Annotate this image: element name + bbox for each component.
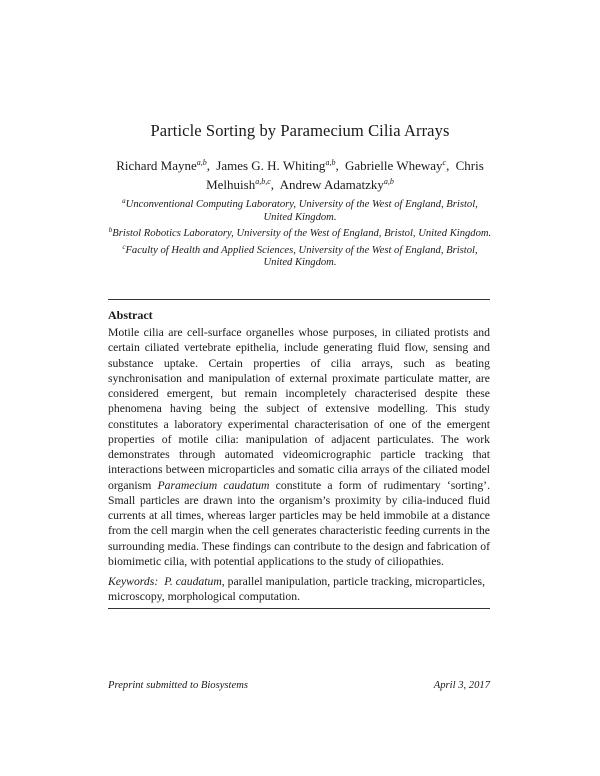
affiliation-key: b <box>108 226 113 235</box>
keywords <box>108 574 490 605</box>
author-name: Andrew Adamatzky <box>279 177 384 192</box>
affiliation-key: a <box>122 197 126 205</box>
abstract-bottom-rule <box>108 608 490 609</box>
abstract-paragraph <box>108 325 490 569</box>
author-name: James G. H. Whiting <box>216 158 326 173</box>
affiliation <box>108 224 492 241</box>
paper-title: Particle Sorting by Paramecium Cilia Arrays <box>150 121 450 140</box>
affiliation-list <box>108 195 492 270</box>
keyword-italic: P. caudatum <box>164 575 222 588</box>
abstract-heading: Abstract <box>108 308 153 322</box>
affiliation-key: c <box>122 242 126 251</box>
abstract-text: Motile cilia are cell-surface organelles whose purposes, in ciliated protists and certain ciliated vertebrate epithelia, include generating fluid flow, sensing and substance uptake. Certain properties of cilia arrays, such as beating synchronisation and manipulation of external proximate particulate matter, are considered emergent, but remain incompletely characterised despite these phenomena having being the subject of extensive modelling. This study constitutes a laboratory experimental characterisation of one of the emergent properties of motile cilia: manipulation of adjacent particulates. The work demonstrates through automated videomicrographic particle tracking that interactions between microparticles and somatic cilia arrays of the ciliated model organism <box>108 326 490 492</box>
author-affiliation-marker: a,b <box>196 158 207 167</box>
affiliation-text: Unconventional Computing Laboratory, University of the West of England, Bristol, United Kingdom. <box>125 199 478 223</box>
author-affiliation-marker: a,b,c <box>255 177 271 186</box>
author-name: Chris Melhuish <box>206 158 484 192</box>
preprint-note: Preprint submitted to Biosystems <box>108 680 248 691</box>
affiliation <box>108 241 492 270</box>
author-list: Richard Mayne$^{a,b}$, James G. H. Whiting$^{a,b}$, Gabrielle Wheway$^c$, Chris Melhuish$^{a,b,c}$, Andrew Adamatzky$^{a,b}$ <box>116 158 484 192</box>
affiliation-text: Bristol Robotics Laboratory, University of the West of England, Bristol, United Kingdom. <box>112 228 492 240</box>
author-affiliation-marker: c <box>442 158 447 167</box>
affiliation-text: Faculty of Health and Applied Sciences, University of the West of England, Bristol, United Kingdom. <box>125 244 478 269</box>
abstract-body <box>108 325 490 569</box>
species-name: Paramecium caudatum <box>157 478 270 492</box>
author-affiliation-marker: a,b <box>325 158 336 167</box>
keywords-list: , parallel manipulation, particle tracking, microparticles, microscopy, morphological computation. <box>108 575 485 604</box>
abstract-text: constitute a form of rudimentary ‘sorting’. Small particles are drawn into the organism’s proximity by cilia-induced fluid currents at all times, whereas larger particles may be held immobile at a distance from the cell margin when the cell generates characteristic feeding currents in the surrounding media. These findings can contribute to the design and fabrication of biomimetic cilia, with potential applications to the study of ciliopathies. <box>108 478 490 568</box>
author-name: Richard Mayne <box>116 158 197 173</box>
preprint-date: April 3, 2017 <box>433 680 490 691</box>
author-name: Gabrielle Wheway <box>344 158 443 173</box>
keywords-label: Keywords: <box>108 575 159 588</box>
abstract-top-rule <box>108 299 490 300</box>
affiliation <box>108 195 492 224</box>
author-affiliation-marker: a,b <box>383 177 394 186</box>
